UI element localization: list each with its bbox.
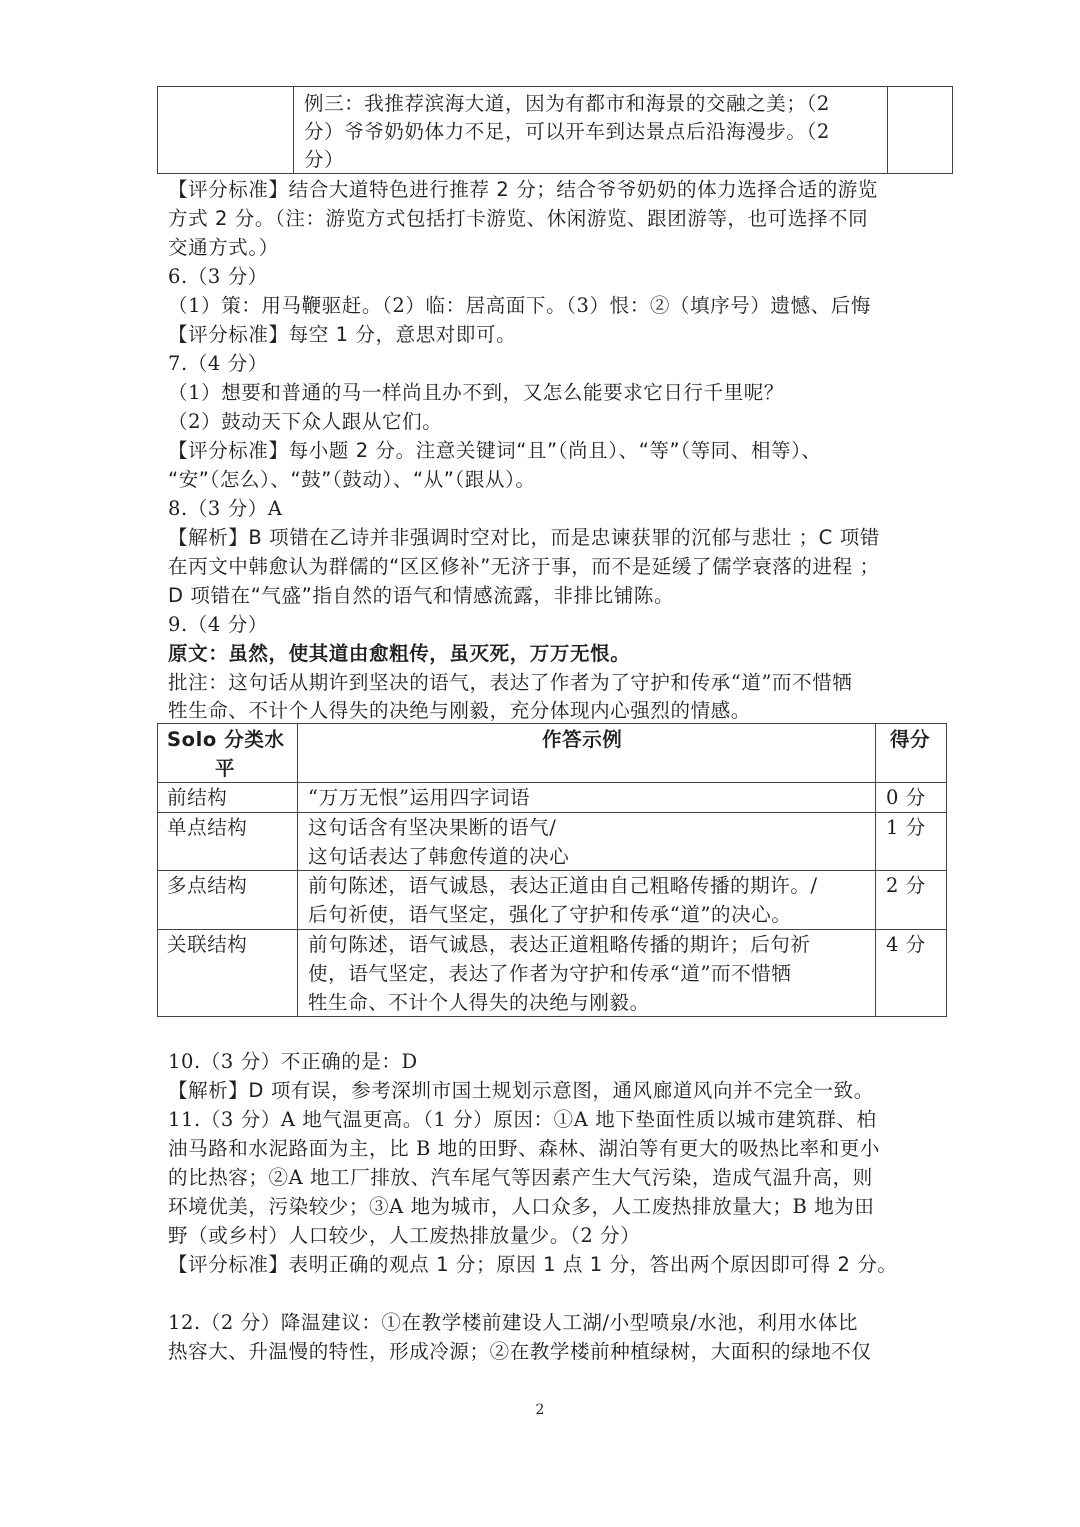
- q10-heading: 10.（3 分）不正确的是：D: [168, 1050, 418, 1073]
- row-level: 单点结构: [167, 816, 248, 839]
- q8-analysis: 【解析】B 项错在乙诗并非强调时空对比，而是忠谏获罪的沉郁与悲壮 ；C 项错: [168, 526, 880, 549]
- row-example: 这句话含有坚决果断的语气/ 这句话表达了韩愈传道的决心: [308, 816, 570, 868]
- q9-comment: 牲生命、不计个人得失的决绝与刚毅，充分体现内心强烈的情感。: [168, 699, 751, 722]
- q11-line: 11.（3 分）A 地气温更高。（1 分）原因：①A 地下垫面性质以城市建筑群、柏: [168, 1108, 877, 1131]
- row-score: 1 分: [886, 816, 926, 839]
- q7-answer-2: （2）鼓动天下众人跟从它们。: [168, 410, 443, 433]
- q7-answer-1: （1）想要和普通的马一样尚且办不到，又怎么能要求它日行千里呢？: [168, 381, 785, 404]
- q12-line: 热容大、升温慢的特性，形成冷源；②在教学楼前种植绿树，大面积的绿地不仅: [168, 1340, 872, 1363]
- table-divider: [293, 87, 294, 173]
- header-score: 得分: [890, 728, 931, 751]
- q9-comment: 批注：这句话从期许到坚决的语气，表达了作者为了守护和传承“道”而不惜牺: [168, 671, 853, 694]
- q8-analysis: 在丙文中韩愈认为群儒的“区区修补”无济于事，而不是延缓了儒学衰落的进程 ；: [168, 555, 880, 578]
- q7-standard: “安”（怎么）、“鼓”（鼓动）、“从”（跟从）。: [168, 468, 536, 491]
- q10-analysis: 【解析】D 项有误，参考深圳市国土规划示意图，通风廊道风向并不完全一致。: [168, 1079, 874, 1102]
- q12-line: 12.（2 分）降温建议：①在教学楼前建设人工湖/小型喷泉/水池，利用水体比: [168, 1311, 859, 1334]
- header-level: Solo 分类水 平: [167, 728, 285, 780]
- q6-standard: 【评分标准】每空 1 分，意思对即可。: [168, 323, 517, 346]
- q9-heading: 9.（4 分）: [168, 613, 268, 636]
- recommendation-table: [157, 86, 953, 174]
- q6-answer: （1）策：用马鞭驱赶。（2）临：居高面下。（3）恨：②（填序号）遗憾、后悔: [168, 294, 871, 317]
- example-three-text: 例三：我推荐滨海大道，因为有都市和海景的交融之美；（2 分）爷爷奶奶体力不足，可以开车到达景点后沿海漫步。（2 分）: [304, 92, 830, 171]
- row-score: 0 分: [886, 786, 926, 809]
- row-level: 前结构: [167, 786, 228, 809]
- solo-scoring-table: [157, 723, 947, 1017]
- row-example: 前句陈述，语气诚恳，表达正道粗略传播的期许；后句祈 使，语气坚定，表达了作者为守护和传承“道”而不惜牺 牲生命、不计个人得失的决绝与刚毅。: [308, 933, 811, 1014]
- row-score: 4 分: [886, 933, 926, 956]
- q11-line: 的比热容；②A 地工厂排放、汽车尾气等因素产生大气污染，造成气温升高，则: [168, 1166, 873, 1189]
- q11-standard: 【评分标准】表明正确的观点 1 分；原因 1 点 1 分，答出两个原因即可得 2 分。: [168, 1253, 898, 1276]
- row-example: “万万无恨”运用四字词语: [308, 786, 531, 809]
- header-example: 作答示例: [542, 728, 623, 751]
- q5-standard-line: 【评分标准】结合大道特色进行推荐 2 分；结合爷爷奶奶的体力选择合适的游览: [168, 178, 879, 201]
- q7-heading: 7.（4 分）: [168, 352, 268, 375]
- page-number: 2: [535, 1402, 545, 1418]
- q11-line: 野（或乡村）人口较少，人工废热排放量少。（2 分）: [168, 1224, 641, 1247]
- q11-line: 环境优美，污染较少；③A 地为城市，人口众多，人工废热排放量大；B 地为田: [168, 1195, 875, 1218]
- q9-original: 原文：虽然，使其道由愈粗传，虽灭死，万万无恨。: [168, 642, 631, 665]
- row-example: 前句陈述，语气诚恳，表达正道由自己粗略传播的期许。/ 后句祈使，语气坚定，强化了守护和传承“道”的决心。: [308, 874, 818, 926]
- q5-standard-line: 方式 2 分。（注：游览方式包括打卡游览、休闲游览、跟团游等，也可选择不同: [168, 207, 869, 230]
- q8-analysis: D 项错在“气盛”指自然的语气和情感流露，非排比铺陈。: [168, 584, 675, 607]
- q7-standard: 【评分标准】每小题 2 分。注意关键词“且”（尚且）、“等”（等同、相等）、: [168, 439, 822, 462]
- q11-line: 油马路和水泥路面为主，比 B 地的田野、森林、湖泊等有更大的吸热比率和更小: [168, 1137, 880, 1160]
- q5-standard-line: 交通方式。）: [168, 236, 279, 259]
- row-level: 关联结构: [167, 933, 248, 956]
- row-level: 多点结构: [167, 874, 248, 897]
- q6-heading: 6.（3 分）: [168, 265, 268, 288]
- q8-heading: 8.（3 分）A: [168, 497, 283, 520]
- row-score: 2 分: [886, 874, 926, 897]
